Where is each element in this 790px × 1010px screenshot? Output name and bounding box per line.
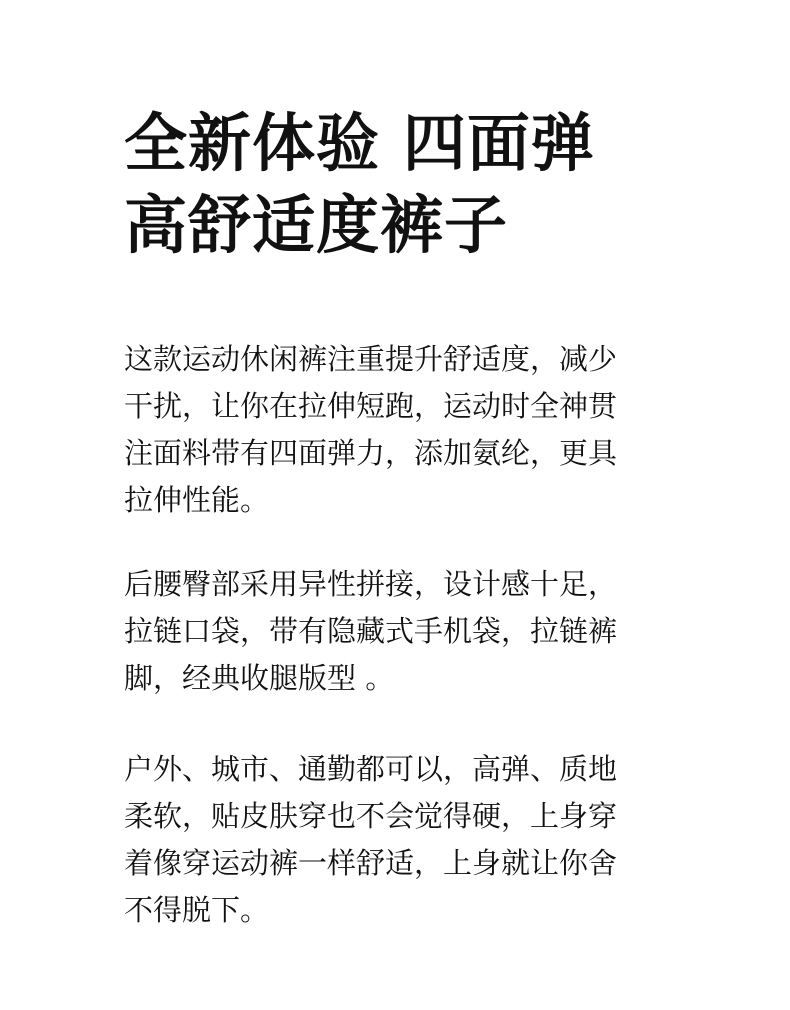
paragraph-line: 后腰臀部采用异性拼接，设计感十足， [124, 567, 618, 601]
paragraph-line: 脚，经典收腿版型 。 [124, 661, 395, 695]
paragraph-line: 注面料带有四面弹力，添加氨纶，更具 [124, 436, 618, 470]
paragraph-line: 干扰，让你在拉伸短跑，运动时全神贯 [124, 389, 618, 423]
paragraph-usage [124, 746, 617, 934]
headline [124, 103, 595, 267]
paragraph-line: 拉链口袋，带有隐藏式手机袋，拉链裤 [124, 614, 618, 648]
headline-line-2: 高舒适度裤子 [124, 189, 508, 262]
headline-line-1: 全新体验 四面弹 [124, 107, 595, 180]
paragraph-line: 户外、城市、通勤都可以，高弹、质地 [124, 752, 618, 786]
paragraph-line: 这款运动休闲裤注重提升舒适度，减少 [124, 342, 618, 376]
paragraph-design [124, 561, 617, 702]
paragraph-line: 柔软，贴皮肤穿也不会觉得硬，上身穿 [124, 799, 618, 833]
paragraph-line: 着像穿运动裤一样舒适，上身就让你舍 [124, 846, 618, 880]
paragraph-fabric [124, 336, 617, 524]
paragraph-line: 不得脱下。 [124, 893, 270, 927]
paragraph-line: 拉伸性能。 [124, 483, 270, 517]
